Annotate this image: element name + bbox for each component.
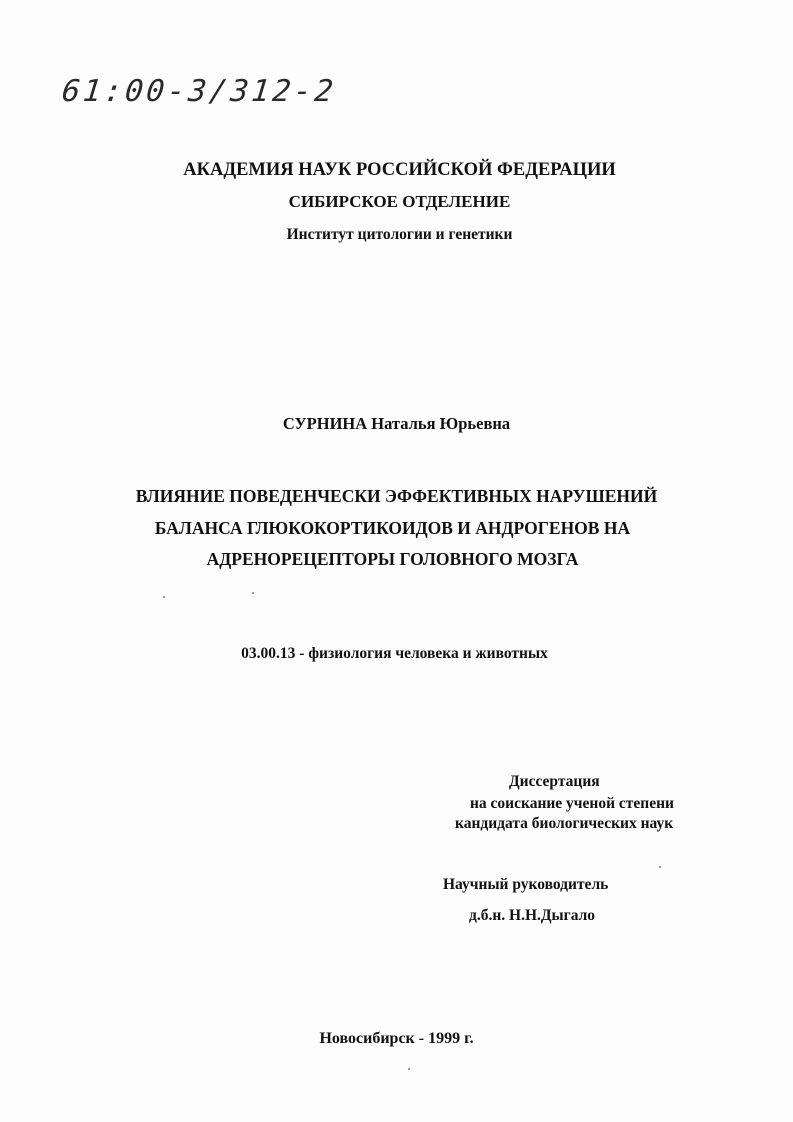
- supervisor-name: д.б.н. Н.Н.Дыгало: [469, 907, 596, 924]
- author-name: СУРНИНА Наталья Юрьевна: [282, 414, 511, 433]
- title-line-1: ВЛИЯНИЕ ПОВЕДЕНЧЕСКИ ЭФФЕКТИВНЫХ НАРУШЕНИЙ: [135, 486, 658, 506]
- scan-speck: [252, 592, 254, 594]
- academy-heading: АКАДЕМИЯ НАУК РОССИЙСКОЙ ФЕДЕРАЦИИ: [183, 160, 616, 180]
- title-line-3: АДРЕНОРЕЦЕПТОРЫ ГОЛОВНОГО МОЗГА: [206, 549, 579, 569]
- degree-field-line: кандидата биологических наук: [455, 815, 674, 832]
- scan-speck: [408, 1068, 410, 1070]
- title-line-2: БАЛАНСА ГЛЮКОКОРТИКОИДОВ И АНДРОГЕНОВ НА: [154, 518, 631, 538]
- institute-heading: Институт цитологии и генетики: [286, 226, 513, 243]
- degree-line: на соискание ученой степени: [470, 795, 674, 812]
- supervisor-label: Научный руководитель: [443, 876, 609, 893]
- scan-speck: [163, 596, 165, 598]
- place-year: Новосибирск - 1999 г.: [319, 1030, 474, 1047]
- branch-heading: СИБИРСКОЕ ОТДЕЛЕНИЕ: [288, 192, 511, 211]
- specialty-code: 03.00.13 - физиология человека и животных: [241, 645, 548, 662]
- dissertation-label: Диссертация: [509, 773, 600, 790]
- archive-stamp: 61:00-3/312-2: [60, 74, 338, 109]
- scan-speck: [659, 866, 661, 868]
